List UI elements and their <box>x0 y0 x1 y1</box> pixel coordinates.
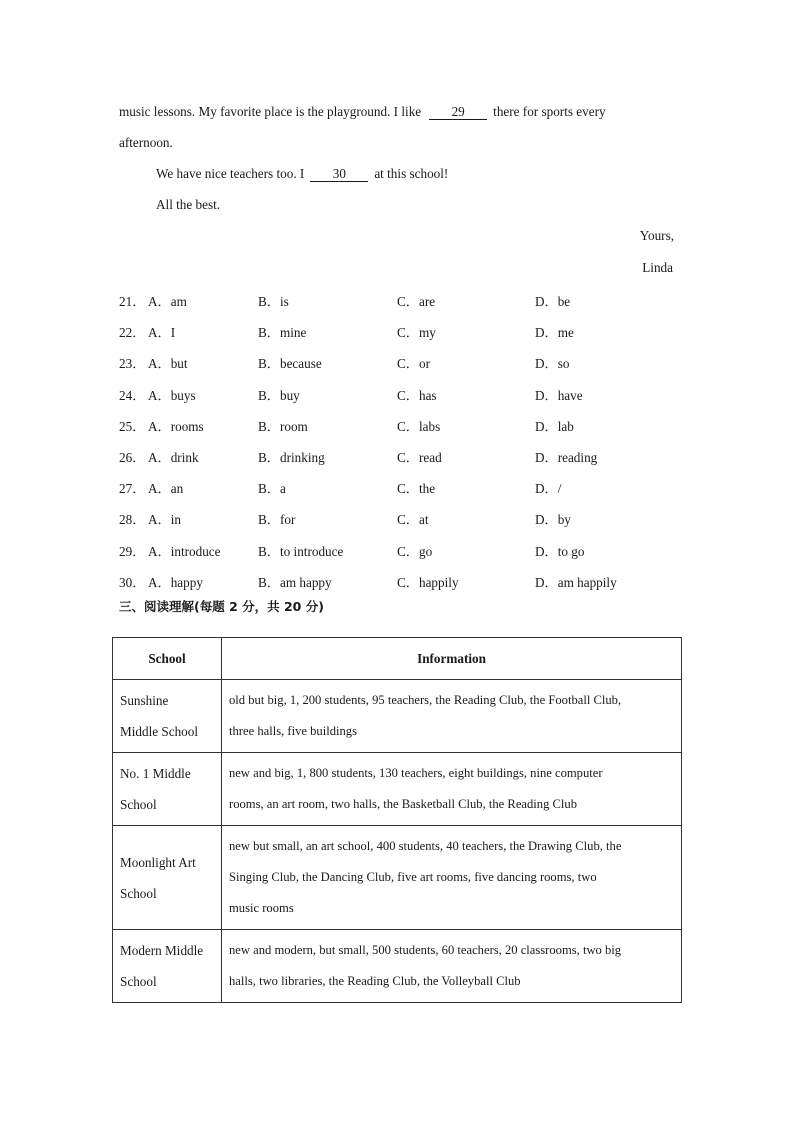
option-d[interactable]: D．by <box>535 512 571 528</box>
option-a[interactable]: A．in <box>148 512 181 528</box>
option-a[interactable]: A．buys <box>148 387 196 403</box>
option-d[interactable]: D．so <box>535 356 570 372</box>
option-a[interactable]: A．drink <box>148 450 199 465</box>
option-a[interactable]: A．but <box>148 356 188 372</box>
letter-closing: All the best. <box>156 197 221 212</box>
passage-line-3 <box>156 166 448 182</box>
section-title: 三、阅读理解(每题 2 分，共 20 分) <box>119 599 324 614</box>
answer-blank-29[interactable]: 29 <box>429 105 487 120</box>
answer-blank-30[interactable]: 30 <box>310 167 368 182</box>
school-info-cell <box>222 826 682 930</box>
option-c[interactable]: C．my <box>397 325 436 341</box>
option-b[interactable]: B．is <box>258 294 289 309</box>
option-b[interactable]: B．to introduce <box>258 543 344 559</box>
passage-line-1 <box>119 104 606 120</box>
option-b[interactable]: B．mine <box>258 325 307 341</box>
school-info-cell <box>222 753 682 826</box>
school-info-line: rooms, an art room, two halls, the Basketball Club, the Reading Club <box>229 797 578 811</box>
option-d[interactable]: D．to go <box>535 543 585 559</box>
school-name-line: Modern Middle <box>120 943 204 958</box>
option-c[interactable]: C．are <box>397 294 436 309</box>
option-d[interactable]: D．have <box>535 387 583 403</box>
option-b[interactable]: B．room <box>258 418 308 434</box>
school-name-line: Moonlight Art <box>120 854 196 870</box>
option-c[interactable]: C．the <box>397 481 436 497</box>
school-info-line: music rooms <box>229 901 294 915</box>
table-row <box>113 826 682 930</box>
option-d[interactable]: D．me <box>535 325 574 341</box>
question-number: 29． <box>119 543 146 559</box>
passage-line-2: afternoon. <box>119 135 173 150</box>
option-c[interactable]: C．or <box>397 356 430 372</box>
passage-text: We have nice teachers too. I <box>156 166 305 181</box>
option-d[interactable]: D．reading <box>535 450 598 465</box>
school-name-line: Sunshine <box>120 693 169 708</box>
school-info-cell <box>222 680 682 753</box>
question-number: 24． <box>119 387 146 403</box>
school-info-line: Singing Club, the Dancing Club, five art rooms, five dancing rooms, two <box>229 870 597 884</box>
option-a[interactable]: A．happy <box>148 574 203 590</box>
option-c[interactable]: C．happily <box>397 574 459 590</box>
option-b[interactable]: B．am happy <box>258 574 332 590</box>
option-b[interactable]: B．buy <box>258 387 300 403</box>
school-info-line: new but small, an art school, 400 students, 40 teachers, the Drawing Club, the <box>229 839 622 853</box>
school-name-line: Middle School <box>120 724 199 739</box>
school-name-cell <box>113 930 222 1003</box>
school-name-line: School <box>120 885 157 901</box>
option-d[interactable]: D．/ <box>535 481 562 497</box>
option-d[interactable]: D．be <box>535 294 571 309</box>
header-school: School <box>113 638 222 680</box>
school-info-line: new and modern, but small, 500 students, 60 teachers, 20 classrooms, two big <box>229 943 622 957</box>
question-number: 28． <box>119 512 146 528</box>
school-info-cell <box>222 930 682 1003</box>
school-name-cell <box>113 826 222 930</box>
header-information: Information <box>222 638 682 680</box>
table-row <box>113 680 682 753</box>
option-a[interactable]: A．am <box>148 294 187 309</box>
table-row <box>113 930 682 1003</box>
question-number: 25． <box>119 418 146 434</box>
question-number: 26． <box>119 450 146 465</box>
option-a[interactable]: A．an <box>148 481 184 497</box>
option-c[interactable]: C．go <box>397 543 433 559</box>
option-b[interactable]: B．because <box>258 356 322 372</box>
option-b[interactable]: B．a <box>258 481 286 497</box>
option-c[interactable]: C．labs <box>397 418 441 434</box>
school-info-table <box>112 637 682 1003</box>
option-b[interactable]: B．drinking <box>258 450 325 465</box>
option-c[interactable]: C．has <box>397 387 437 403</box>
question-number: 27． <box>119 481 146 497</box>
school-info-line: new and big, 1, 800 students, 130 teachers, eight buildings, nine computer <box>229 766 603 780</box>
table-header-row <box>113 638 682 680</box>
school-info-line: old but big, 1, 200 students, 95 teachers, the Reading Club, the Football Club, <box>229 693 622 707</box>
question-number: 21． <box>119 294 146 309</box>
school-info-line: halls, two libraries, the Reading Club, the Volleyball Club <box>229 974 521 988</box>
letter-signature: Linda <box>642 260 673 275</box>
school-name-cell <box>113 680 222 753</box>
table-row <box>113 753 682 826</box>
passage-text: there for sports every <box>493 104 606 119</box>
passage-text: music lessons. My favorite place is the playground. I like <box>119 104 422 119</box>
option-a[interactable]: A．I <box>148 325 176 341</box>
option-d[interactable]: D．am happily <box>535 574 617 590</box>
option-a[interactable]: A．rooms <box>148 418 204 434</box>
school-name-line: School <box>120 797 157 812</box>
question-number: 22． <box>119 325 146 341</box>
question-number: 30． <box>119 574 146 590</box>
option-a[interactable]: A．introduce <box>148 543 221 559</box>
question-number: 23． <box>119 356 146 372</box>
school-name-cell <box>113 753 222 826</box>
option-b[interactable]: B．for <box>258 512 296 528</box>
option-d[interactable]: D．lab <box>535 418 574 434</box>
passage-text: at this school! <box>374 166 449 181</box>
school-name-line: School <box>120 974 157 989</box>
letter-yours: Yours, <box>639 228 674 243</box>
option-c[interactable]: C．read <box>397 450 442 465</box>
school-info-line: three halls, five buildings <box>229 724 358 738</box>
option-c[interactable]: C．at <box>397 512 429 528</box>
school-name-line: No. 1 Middle <box>120 766 191 781</box>
